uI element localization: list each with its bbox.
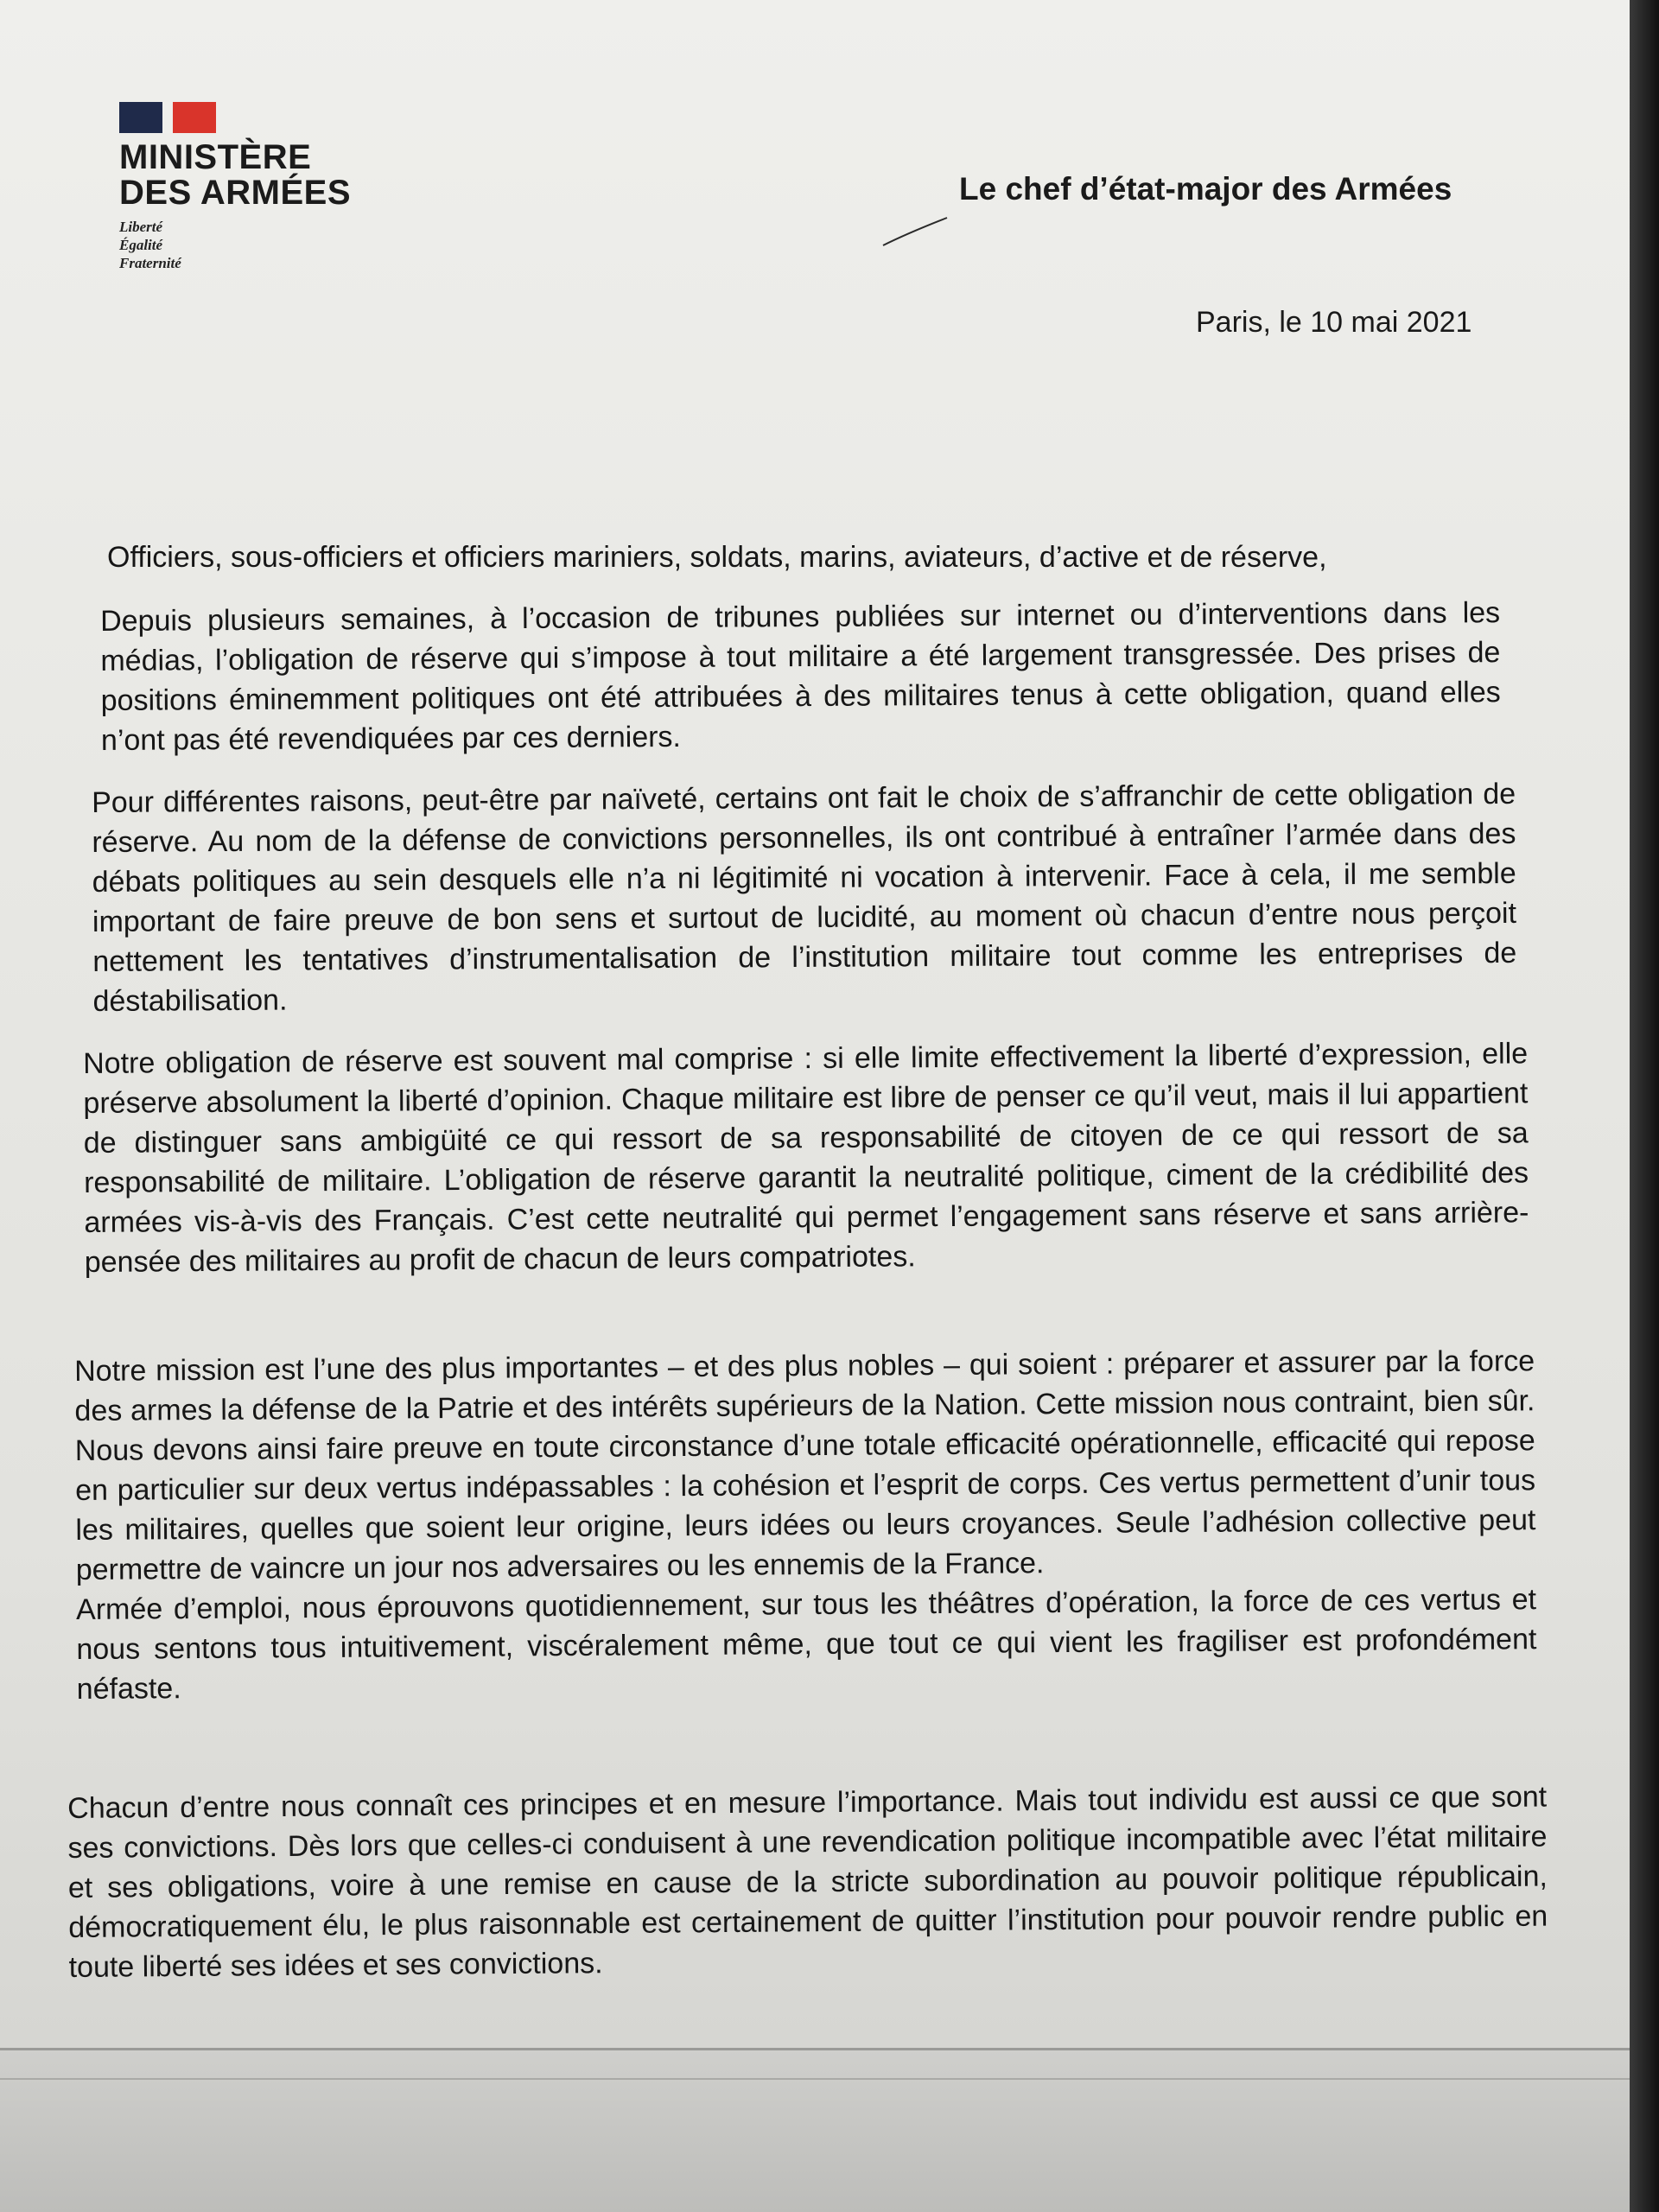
ministry-name-line-1: MINISTÈRE	[119, 138, 312, 176]
body-paragraph: Depuis plusieurs semaines, à l’occasion de tribunes publiées sur internet ou d’interventions dans les médias, l’obligation de réserve qui s’impose à tout militaire a été largement transgressée. Des prises de positions éminemment politiques ont été attribuées à des militaires tenus à cette obligation, quand elles n’ont pas été revendiquées par ces derniers.	[100, 596, 1501, 757]
surface-line	[0, 2078, 1630, 2080]
surface-below-page	[0, 2050, 1630, 2212]
body-paragraph: Armée d’emploi, nous éprouvons quotidiennement, sur tous les théâtres d’opération, la force de ces vertus et nous sentons tous intuitivement, viscéralement même, que tout ce qui vient les fragiliser est profondément néfaste.	[75, 1583, 1537, 1706]
motto-liberte: Liberté	[119, 219, 163, 235]
salutation: Officiers, sous-officiers et officiers mariniers, soldats, marins, aviateurs, d’active et de réserve,	[107, 541, 1327, 574]
sender-title: Le chef d’état-major des Armées	[959, 171, 1452, 207]
body-paragraph: Pour différentes raisons, peut-être par naïveté, certains ont fait le choix de s’affranchir de cette obligation de réserve. Au nom de la défense de convictions personnelles, ils ont contribué à entraîner l’armée dans des débats politiques au sein desquels elle n’a ni légitimité ni vocation à intervenir. Face à cela, il me semble important de faire preuve de bon sens et surtout de lucidité, au moment où chacun d’entre nous perçoit nettement les tentatives d’instrumentalisation de l’institution militaire tout comme les entreprises de déstabilisation.	[92, 777, 1517, 1018]
body-paragraph: Chacun d’entre nous connaît ces principes et en mesure l’importance. Mais tout individu est aussi ce que sont ses convictions. Dès lors que celles-ci conduisent à une revendication politique incompatible avec l’état militaire et ses obligations, voire à une remise en cause de la stricte subordination au pouvoir politique républicain, démocratiquement élu, le plus raisonnable est certainement de quitter l’institution pour pouvoir rendre public en toute liberté ses idées et ses convictions.	[67, 1780, 1548, 1984]
ministry-name-line-2: DES ARMÉES	[119, 174, 352, 212]
motto-egalite: Égalité	[119, 237, 163, 253]
letter-date: Paris, le 10 mai 2021	[1196, 306, 1472, 339]
motto-fraternite: Fraternité	[119, 255, 181, 271]
body-paragraph: Notre mission est l’une des plus importantes – et des plus nobles – qui soient : préparer et assurer par la force des armes la défense de la Patrie et des intérêts supérieurs de la Nation. Cette mission nous contraint, bien sûr. Nous devons ainsi faire preuve en toute circonstance d’une totale efficacité opérationnelle, efficacité qui repose en particulier sur deux vertus indépassables : la cohésion et l’esprit de corps. Ces vertus permettent d’unir tous les militaires, quelles que soient leur origine, leurs idées ou leurs croyances. Seule l’adhésion collective peut permettre de vaincre un jour nos adversaires ou les ennemis de la France.	[74, 1344, 1536, 1586]
body-paragraph-group	[74, 1341, 1537, 1709]
screen-frame-edge	[1630, 0, 1659, 2212]
body-paragraph: Notre obligation de réserve est souvent mal comprise : si elle limite effectivement la liberté d’expression, elle préserve absolument la liberté d’opinion. Chaque militaire est libre de penser ce qu’il veut, mais il lui appartient de distinguer sans ambigüité ce qui ressort de sa responsabilité de citoyen de ce qui ressort de sa responsabilité de militaire. L’obligation de réserve garantit la neutralité politique, ciment de la crédibilité des armées vis-à-vis des Français. C’est cette neutralité qui permet l’engagement sans réserve et sans arrière-pensée des militaires au profit de chacun de leurs compatriotes.	[83, 1037, 1529, 1279]
